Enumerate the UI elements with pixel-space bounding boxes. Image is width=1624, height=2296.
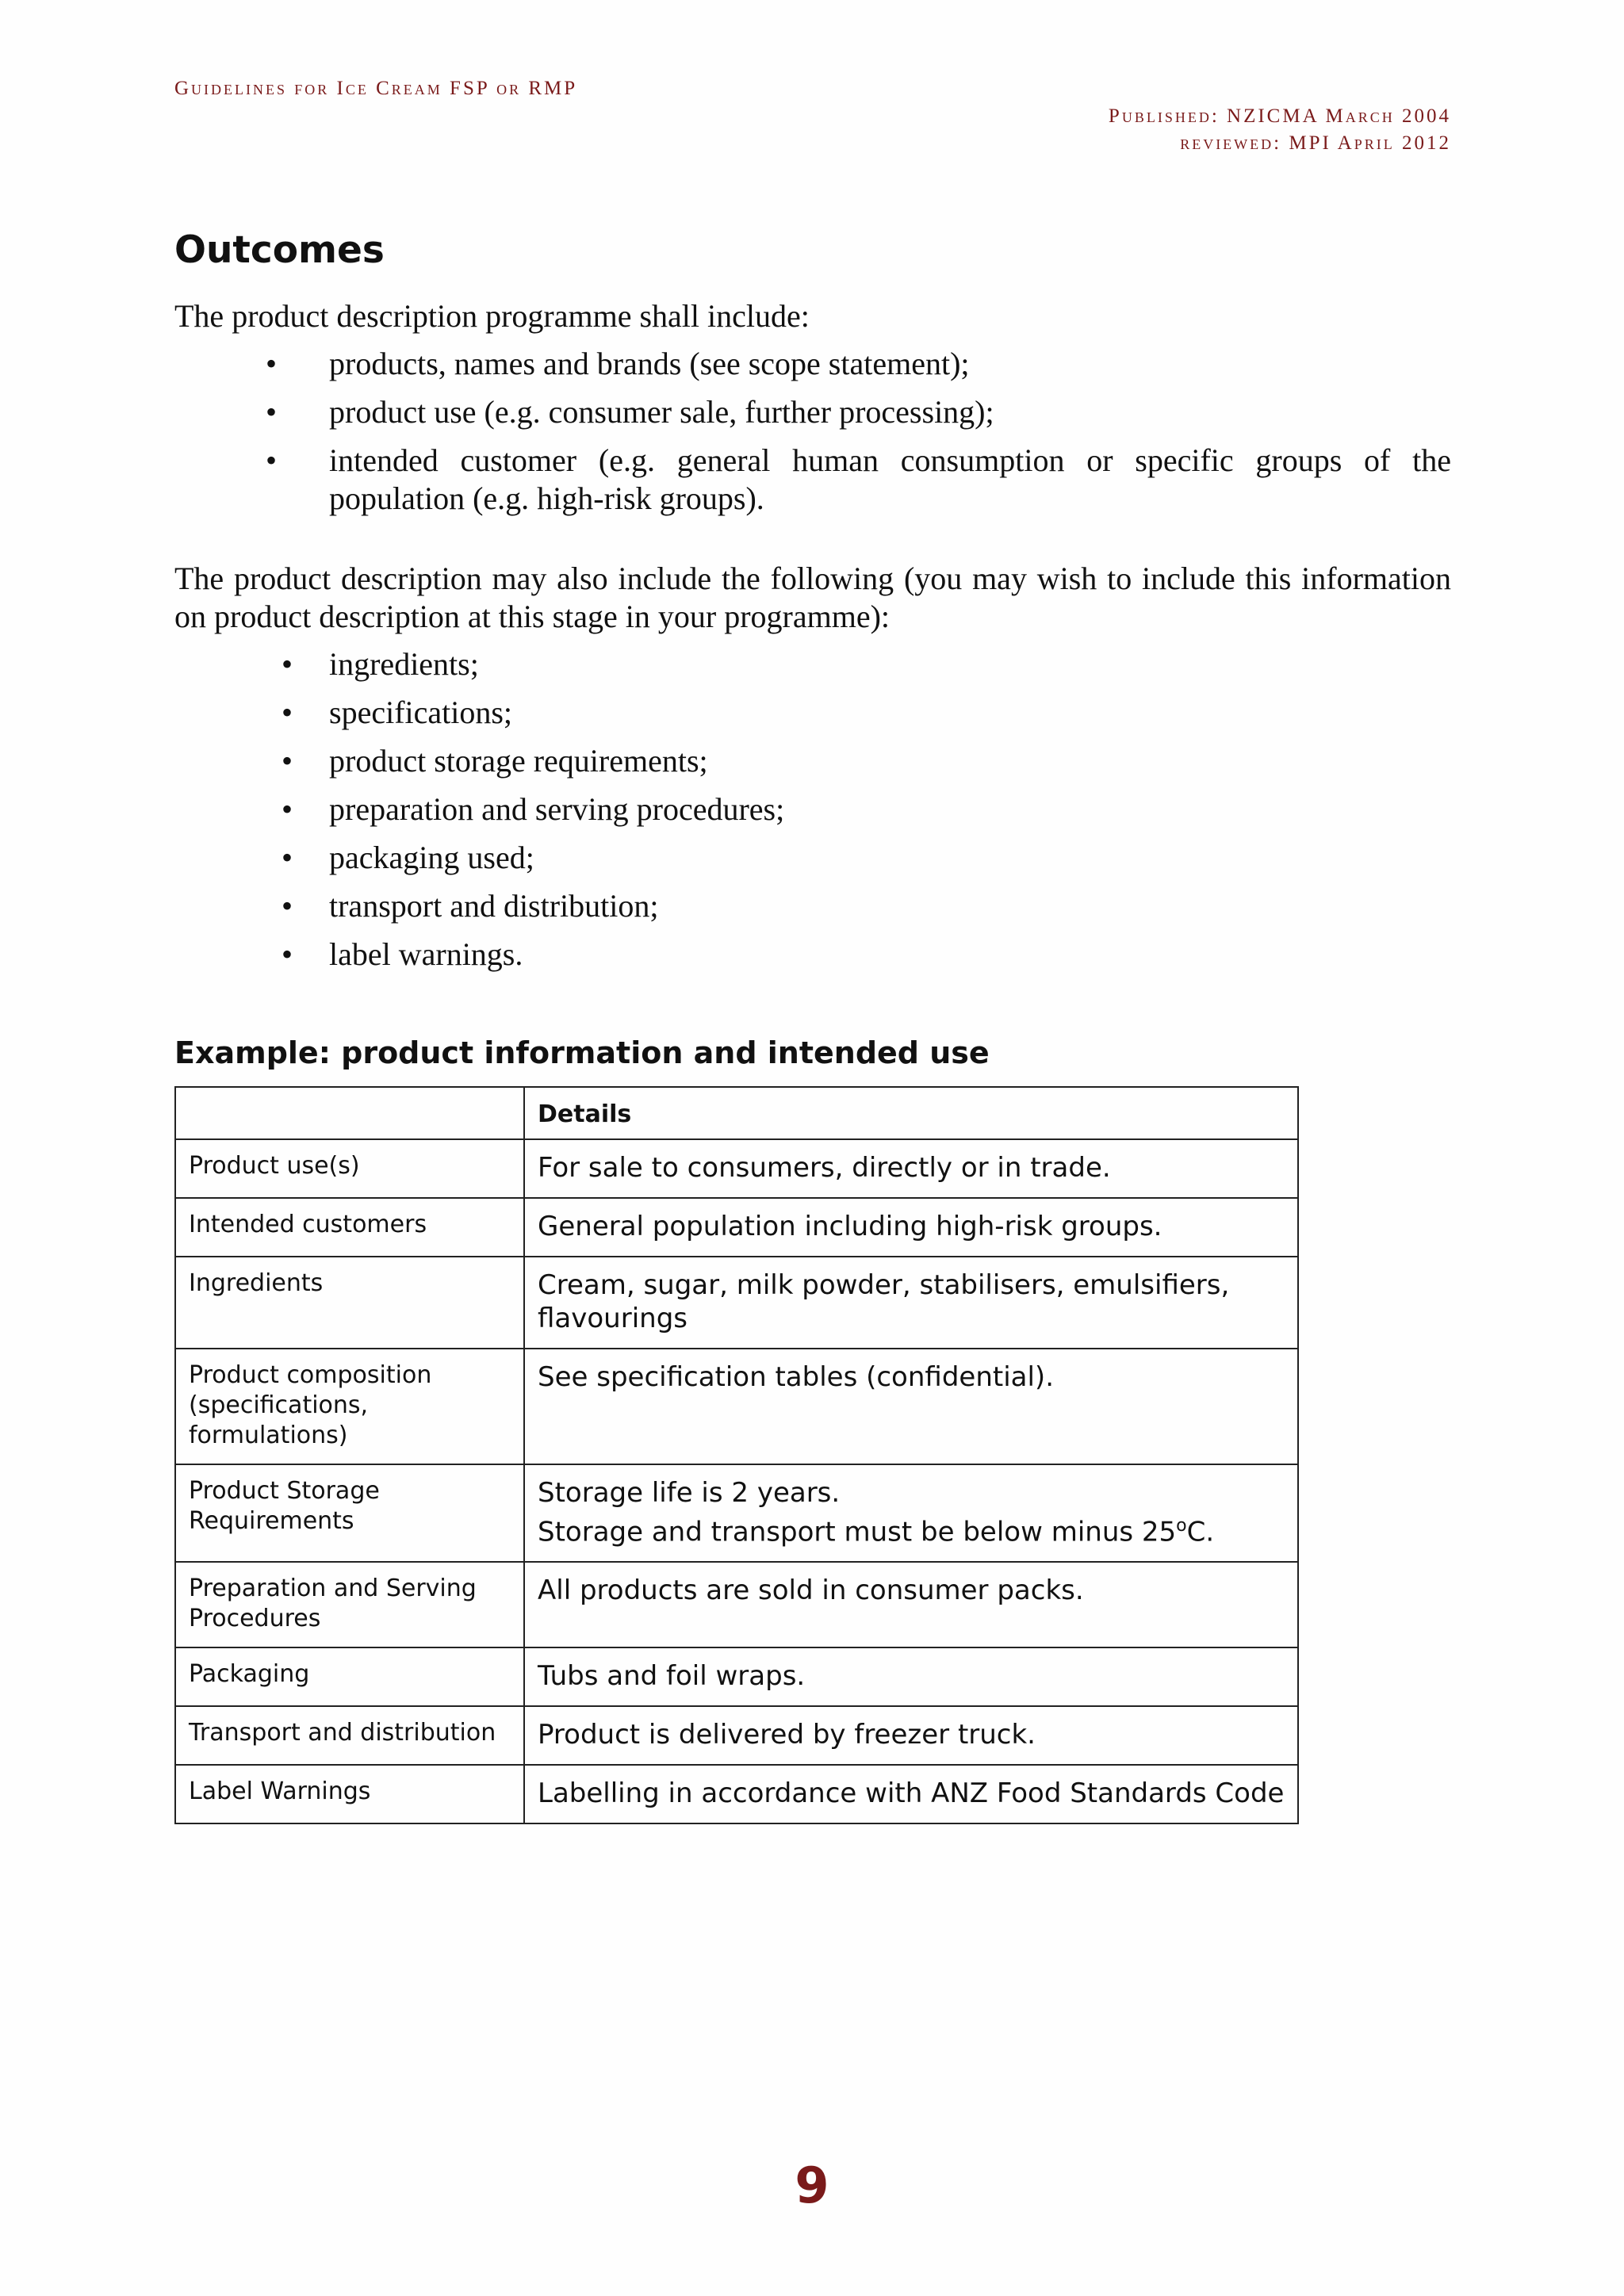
table-row [175, 1257, 1298, 1349]
section-title: Outcomes [174, 228, 385, 272]
degree-superscript: o [1176, 1516, 1187, 1536]
intro-paragraph: The product description programme shall include: [174, 298, 810, 334]
row-value [524, 1464, 1298, 1562]
row-label: Product use(s) [175, 1139, 524, 1198]
table-row [175, 1198, 1298, 1257]
reviewed-line: reviewed: MPI April 2012 [1180, 132, 1451, 154]
row-value: All products are sold in consumer packs. [524, 1562, 1298, 1647]
published-line: Published: NZICMA March 2004 [1108, 105, 1451, 127]
running-header-title: Guidelines for Ice Cream FSP or RMP [174, 78, 578, 99]
bullet-icon: • [282, 888, 293, 924]
table-header-details: Details [524, 1087, 1298, 1139]
row-label: Product Storage Requirements [175, 1464, 524, 1562]
bullet-icon: • [282, 936, 293, 972]
required-items-list [174, 345, 1451, 518]
row-value: Cream, sugar, milk powder, stabilisers, emulsifiers, flavourings [524, 1257, 1298, 1349]
row-value: See specification tables (confidential). [524, 1349, 1298, 1464]
table-row [175, 1647, 1298, 1706]
bullet-icon: • [266, 346, 278, 381]
list-item: • intended customer (e.g. general human consumption or specific groups of the population (e.g. high-risk groups). [266, 442, 1451, 516]
bullet-icon: • [282, 646, 293, 682]
optional-items-list [174, 645, 1451, 974]
row-label: Label Warnings [175, 1765, 524, 1823]
row-label: Ingredients [175, 1257, 524, 1349]
row-label: Intended customers [175, 1198, 524, 1257]
page-number: 9 [795, 2156, 829, 2214]
running-header-publication [1109, 103, 1451, 157]
bullet-icon: • [266, 442, 278, 478]
row-value: Product is delivered by freezer truck. [524, 1706, 1298, 1765]
table-header-row [175, 1087, 1298, 1139]
table-row [175, 1562, 1298, 1647]
bullet-icon: • [282, 840, 293, 875]
list-item: • specifications; [282, 695, 513, 730]
table-header-empty [175, 1087, 524, 1139]
storage-temp-line: Storage and transport must be below minus 25$^o$C. [538, 1516, 1215, 1548]
list-item: • transport and distribution; [282, 888, 659, 924]
row-value: Tubs and foil wraps. [524, 1647, 1298, 1706]
list-item: • packaging used; [282, 840, 534, 875]
example-title: Example: product information and intended use [174, 1035, 990, 1070]
optional-paragraph: The product description may also include the following (you may wish to include this information on product description at this stage in your programme): [174, 561, 1451, 634]
list-item: • products, names and brands (see scope statement); [266, 346, 970, 381]
row-label: Transport and distribution [175, 1706, 524, 1765]
bullet-icon: • [282, 791, 293, 827]
table-row [175, 1706, 1298, 1765]
bullet-icon: • [282, 743, 293, 779]
product-info-table [174, 1086, 1299, 1824]
list-item: • preparation and serving procedures; [282, 791, 785, 827]
table-row [175, 1765, 1298, 1823]
storage-life-line: Storage life is 2 years. [538, 1477, 841, 1509]
list-item: • product use (e.g. consumer sale, further processing); [266, 394, 994, 430]
bullet-icon: • [266, 394, 278, 430]
bullet-icon: • [282, 695, 293, 730]
row-label: Product composition (specifications, formulations) [175, 1349, 524, 1464]
list-item: • product storage requirements; [282, 743, 708, 779]
list-item: • label warnings. [282, 936, 523, 972]
row-value: Labelling in accordance with ANZ Food Standards Code [524, 1765, 1298, 1823]
row-label: Packaging [175, 1647, 524, 1706]
row-value: For sale to consumers, directly or in trade. [524, 1139, 1298, 1198]
table-row [175, 1349, 1298, 1464]
row-label: Preparation and Serving Procedures [175, 1562, 524, 1647]
table-row [175, 1139, 1298, 1198]
list-item: • ingredients; [282, 646, 479, 682]
row-value: General population including high-risk groups. [524, 1198, 1298, 1257]
page-content [174, 228, 1451, 1824]
table-row [175, 1464, 1298, 1562]
